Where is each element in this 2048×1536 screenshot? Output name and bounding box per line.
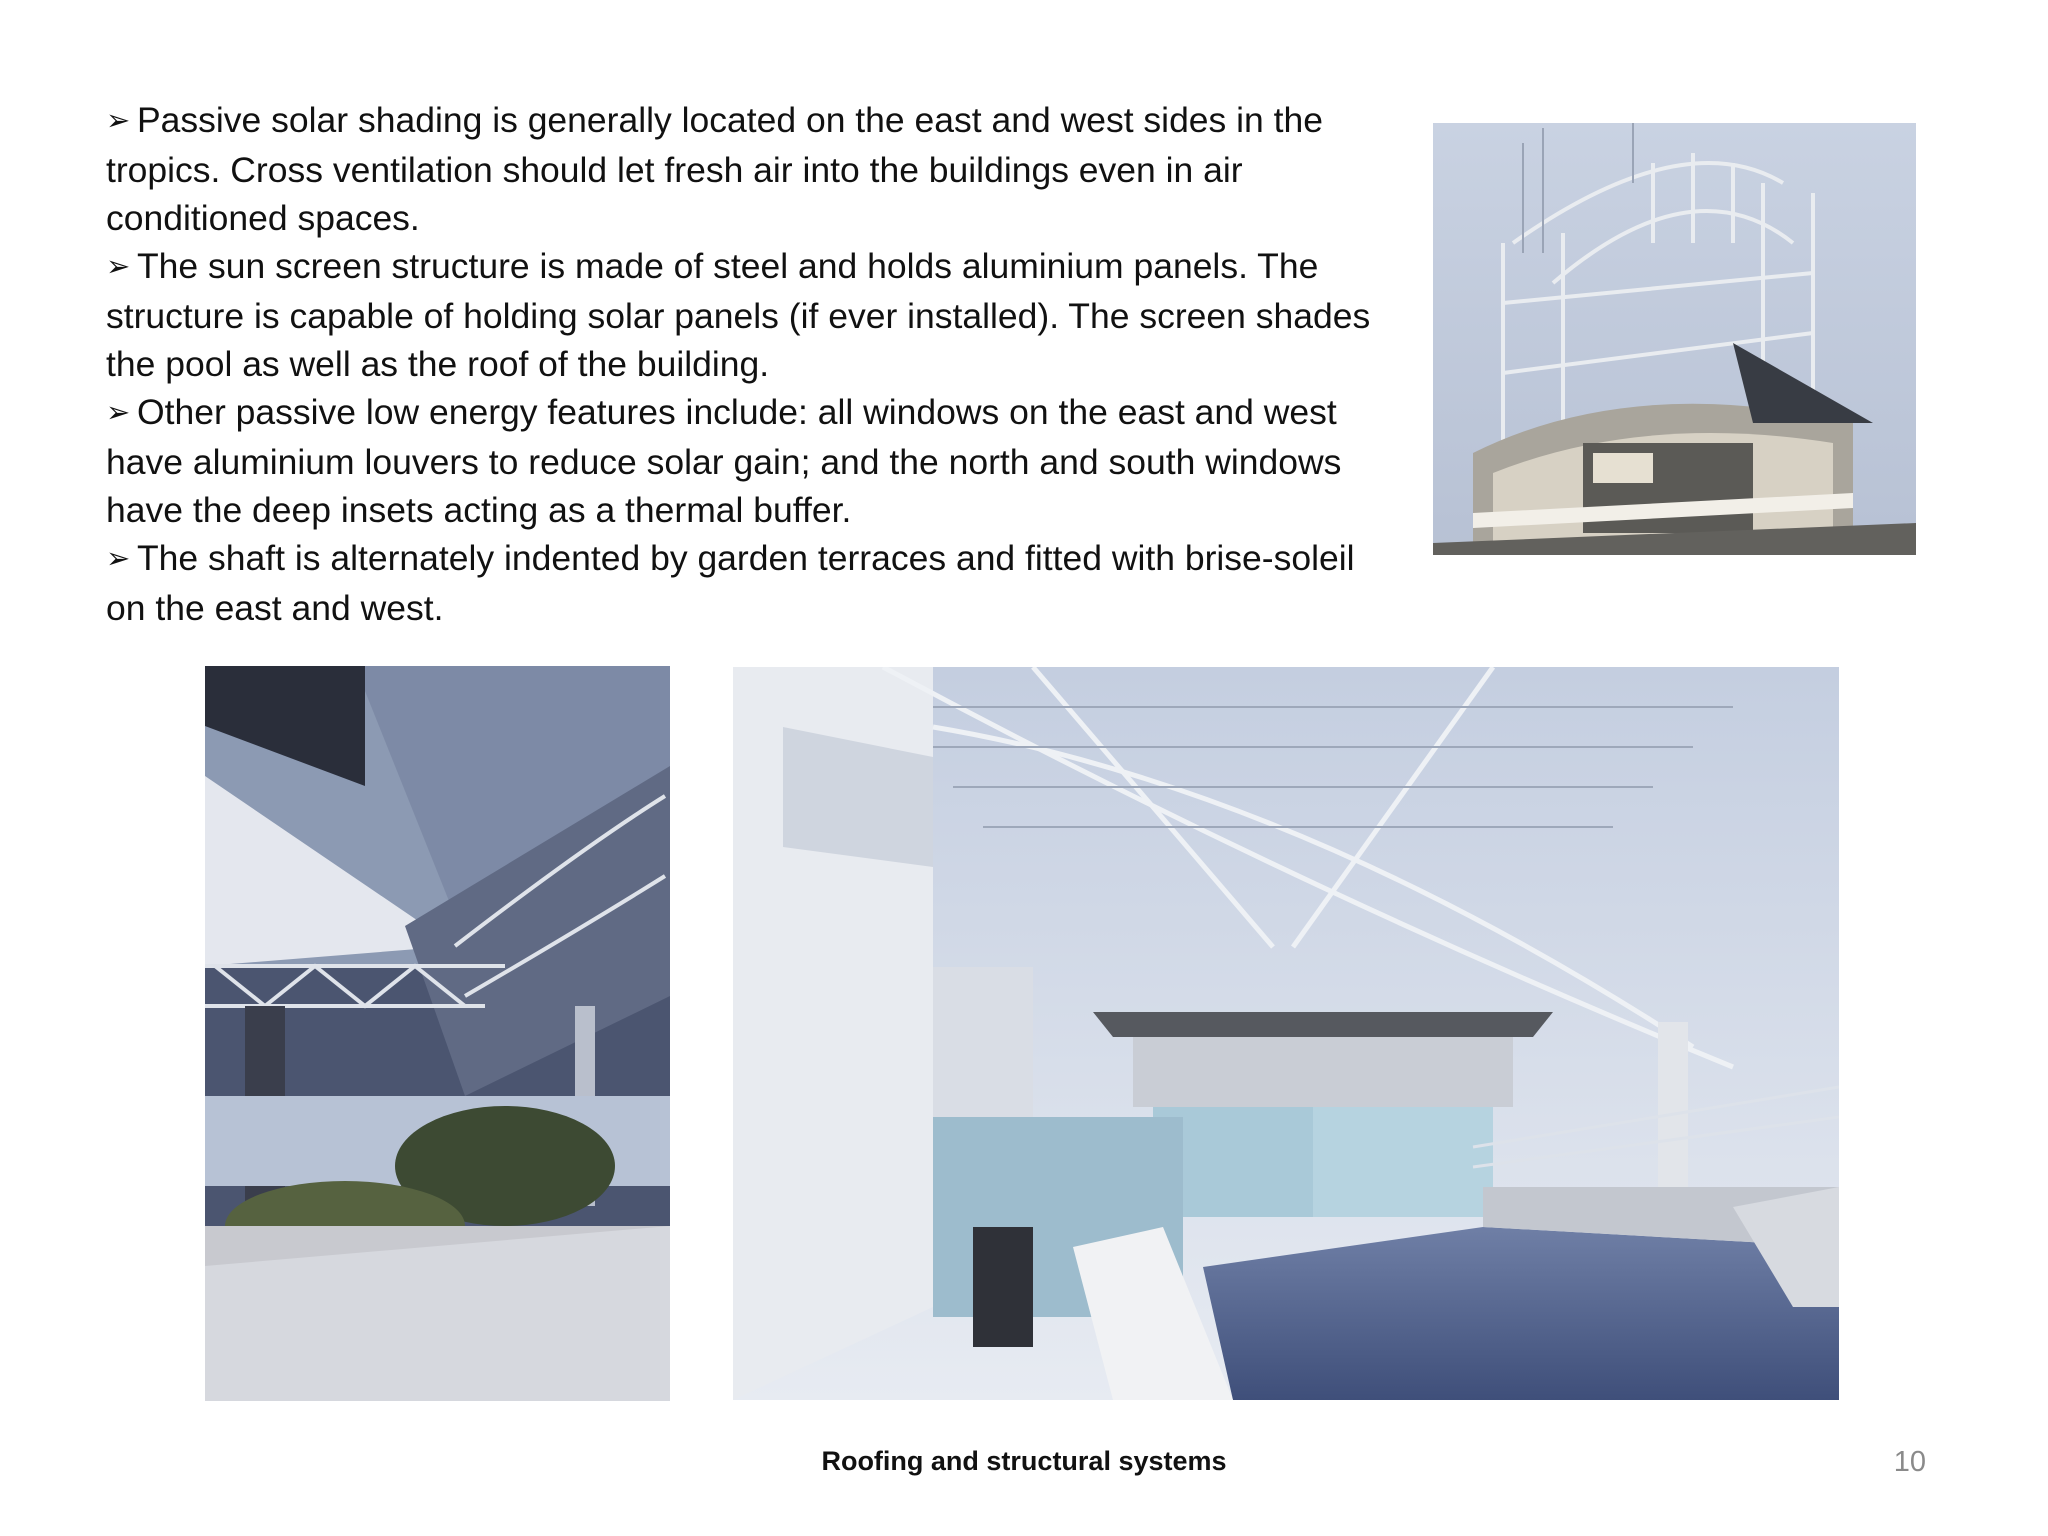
bullet-text: The sun screen structure is made of steel and holds aluminium panels. The structure is capable of holding solar panels (if ever installed). The screen shades the pool as well as the roof of the building. [106, 246, 1371, 384]
page-number: 10 [1893, 1446, 1926, 1478]
walkway-photo [205, 666, 670, 1401]
arrow-bullet-icon: ➢ [106, 395, 131, 429]
bullet-text: Other passive low energy features include: all windows on the east and west have aluminium louvers to reduce solar gain; and the north and south windows have the deep insets acting as a thermal buffer. [106, 392, 1342, 530]
bullet-list [106, 96, 1396, 632]
bullet-item [106, 388, 1396, 534]
bullet-item [106, 242, 1396, 388]
rooftop-pool-photo [733, 667, 1839, 1400]
arrow-bullet-icon: ➢ [106, 541, 131, 575]
slide-caption: Roofing and structural systems [821, 1446, 1227, 1476]
bullet-item [106, 96, 1396, 242]
bullet-text: Passive solar shading is generally located on the east and west sides in the tropics. Cross ventilation should let fresh air into the buildings even in air conditioned spaces. [106, 100, 1324, 238]
arrow-bullet-icon: ➢ [106, 103, 131, 137]
bullet-text: The shaft is alternately indented by garden terraces and fitted with brise-soleil on the east and west. [106, 538, 1355, 628]
tower-roof-photo [1433, 123, 1916, 555]
arrow-bullet-icon: ➢ [106, 249, 131, 283]
bullet-item [106, 534, 1396, 632]
